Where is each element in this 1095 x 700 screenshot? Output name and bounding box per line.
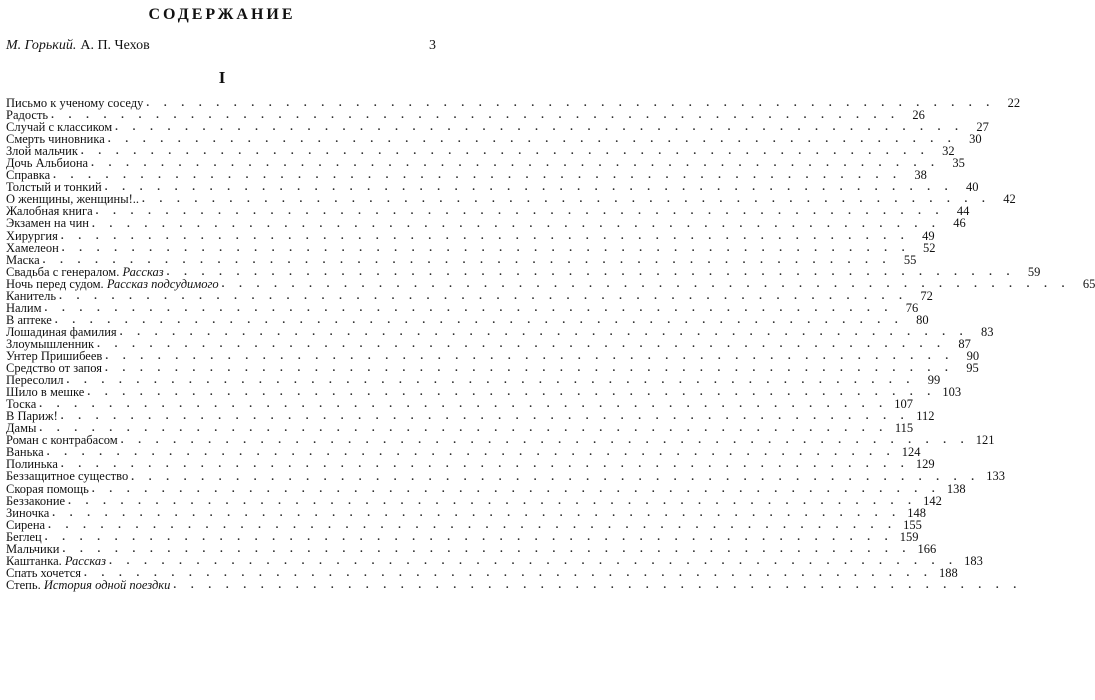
page-title: СОДЕРЖАНИЕ: [148, 6, 296, 23]
dot-leader: . . . . . . . . . . . . . . . . . . . . . . . . . . . . . . . . . . . . . . . . . . . . . . . . .: [104, 362, 954, 375]
toc-entry-title: Беззащитное существо: [6, 469, 129, 484]
dot-leader: . . . . . . . . . . . . . . . . . . . . . . . . . . . . . . . . . . . . . . . . . . . . . . . . .: [107, 133, 957, 146]
toc-entry-page: 76: [905, 300, 919, 315]
dot-leader: . . . . . . . . . . . . . . . . . . . . . . . . . . . . . . . . . . . . . . . . . . . . . . . . .: [95, 205, 945, 218]
toc-entry-subtitle: Рассказ подсудимого: [106, 276, 219, 291]
intro-author: М. Горький.: [6, 38, 77, 53]
toc-entry-page: 83: [980, 324, 994, 339]
toc-entry[interactable]: [6, 493, 942, 508]
toc-entry[interactable]: [6, 433, 995, 448]
dot-leader: . . . . . . . . . . . . . . . . . . . . . . . . . . . . . . . . . . . . . . . . . . . . . . . . .: [60, 410, 910, 423]
toc-entry-title: Радость: [6, 108, 49, 123]
toc-entry-title: Зиночка: [6, 505, 50, 520]
dot-leader: . . . . . . . . . . . . . . . . . . . . . . . . . . . . . . . . . . . . . . . . . . . . . . . . .: [61, 241, 911, 254]
dot-leader: . . . . . . . . . . . . . . . . . . . . . . . . . . . . . . . . . . . . . . . . . . . . . . . . .: [54, 313, 904, 326]
toc-entry-page: 166: [917, 541, 937, 556]
toc-entry-title: Письмо к ученому соседу: [6, 96, 144, 110]
dot-leader: . . . . . . . . . . . . . . . . . . . . . . . . . . . . . . . . . . . . . . . . . . . . . . . . .: [87, 386, 937, 399]
dot-leader: . . . . . . . . . . . . . . . . . . . . . . . . . . . . . . . . . . . . . . . . . . . . . . . . .: [52, 506, 902, 519]
toc-entry-subtitle: История одной поездки: [43, 577, 171, 592]
toc-entry-page: 107: [894, 397, 913, 412]
dot-leader: . . . . . . . . . . . . . . . . . . . . . . . . . . . . . . . . . . . . . . . . . . . . . . . . .: [53, 169, 902, 182]
toc-entry-page: 22: [1007, 96, 1021, 110]
toc-entry-title: В Париж!: [6, 409, 58, 424]
toc-entry-page: 80: [916, 312, 929, 327]
toc-entry-page: 87: [958, 336, 971, 351]
intro-page: 3: [429, 38, 436, 53]
toc-entry-title: Беглец: [6, 529, 42, 544]
toc-entry[interactable]: [6, 577, 1023, 592]
toc-entry[interactable]: [6, 481, 966, 496]
dot-leader: . . . . . . . . . . . . . . . . . . . . . . . . . . . . . . . . . . . . . . . . . . . . . . . . .: [146, 97, 996, 110]
toc-entry-title: Пересолил: [6, 373, 64, 388]
dot-leader: . . . . . . . . . . . . . . . . . . . . . . . . . . . . . . . . . . . . . . . . . . . . . . . . .: [80, 145, 930, 158]
toc-entry-title: Жалобная книга: [6, 204, 93, 219]
toc-entry-page: 183: [964, 553, 983, 568]
toc-entry[interactable]: [6, 361, 979, 376]
dot-leader: . . . . . . . . . . . . . . . . . . . . . . . . . . . . . . . . . . . . . . . . . . . . . . . . .: [66, 374, 916, 387]
dot-leader: . . . . . . . . . . . . . . . . . . . . . . . . . . . . . . . . . . . . . . . . . . . . . . . . .: [39, 422, 889, 435]
dot-leader: . . . . . . . . . . . . . . . . . . . . . . . . . . . . . . . . . . . . . . . . . . . . . . . . .: [91, 482, 941, 495]
dot-leader: . . . . . . . . . . . . . . . . . . . . . . . . . . . . . . . . . . . . . . . . . . . . . . . . .: [109, 554, 958, 567]
dot-leader: . . . . . . . . . . . . . . . . . . . . . . . . . . . . . . . . . . . . . . . . . . . . . . . . .: [166, 265, 1016, 278]
toc-entry-title: Канитель: [6, 288, 57, 303]
toc-entry-page: 112: [916, 409, 935, 424]
toc-entry[interactable]: [6, 96, 1021, 110]
toc-entry-page: 59: [1027, 264, 1041, 279]
toc-entry-title: Хирургия: [6, 228, 58, 243]
toc-entry-title: Лошадиная фамилия: [6, 324, 117, 339]
toc-entry-title: Полинька: [6, 457, 58, 472]
toc-entry[interactable]: [6, 505, 927, 520]
toc-entry[interactable]: [6, 409, 935, 424]
toc-entry-title: Случай с классиком: [6, 120, 113, 135]
dot-leader: . . . . . . . . . . . . . . . . . . . . . . . . . . . . . . . . . . . . . . . . . . . . . . . . .: [39, 398, 888, 411]
dot-leader: . . . . . . . . . . . . . . . . . . . . . . . . . . . . . . . . . . . . . . . . . . . . . . . . .: [221, 277, 1071, 290]
dot-leader: . . . . . . . . . . . . . . . . . . . . . . . . . . . . . . . . . . . . . . . . . . . . . . . . .: [84, 566, 933, 579]
toc-entry[interactable]: [6, 445, 921, 460]
toc-entry-page: 49: [922, 228, 935, 243]
toc-entry-page: 142: [923, 493, 942, 508]
dot-leader: . . . . . . . . . . . . . . . . . . . . . . . . . . . . . . . . . . . . . . . . . . . . . . . . .: [91, 157, 940, 170]
dot-leader: . . . . . . . . . . . . . . . . . . . . . . . . . . . . . . . . . . . . . . . . . . . . . . . . .: [62, 542, 912, 555]
toc-entry[interactable]: [6, 300, 919, 315]
toc-entry-page: 103: [942, 385, 962, 400]
dot-leader: . . . . . . . . . . . . . . . . . . . . . . . . . . . . . . . . . . . . . . . . . . . . . . . . .: [68, 494, 917, 507]
toc-entry-page: 129: [915, 457, 935, 472]
toc-entry-title: Маска: [6, 252, 40, 267]
dot-leader: . . . . . . . . . . . . . . . . . . . . . . . . . . . . . . . . . . . . . . . . . . . . . . . . .: [60, 458, 910, 471]
toc-entry-title: В аптеке: [6, 312, 52, 327]
toc-entry-page: 188: [939, 565, 958, 580]
toc-entry-title: Роман с контрабасом: [6, 433, 118, 448]
toc-entry-title: Злоумышленник: [6, 336, 95, 351]
toc-entry-title: Справка: [6, 168, 51, 183]
toc-entry[interactable]: [6, 156, 965, 171]
toc-entry-title: Мальчики: [6, 541, 60, 556]
dot-leader: . . . . . . . . . . . . . . . . . . . . . . . . . . . . . . . . . . . . . . . . . . . . . . . . .: [46, 446, 896, 459]
toc-entry-page: 124: [901, 445, 921, 460]
dot-leader: . . . . . . . . . . . . . . . . . . . . . . . . . . . . . . . . . . . . . . . . . . . . . . . . .: [115, 121, 964, 134]
toc-list: [6, 96, 1095, 592]
toc-entry[interactable]: [6, 385, 962, 400]
dot-leader: . . . . . . . . . . . . . . . . . . . . . . . . . . . . . . . . . . . . . . . . . . . . . . . . .: [97, 337, 946, 350]
dot-leader: . . . . . . . . . . . . . . . . . . . . . . . . . . . . . . . . . . . . . . . . . . . . . . . . .: [131, 470, 980, 483]
dot-leader: . . . . . . . . . . . . . . . . . . . . . . . . . . . . . . . . . . . . . . . . . . . . . . . . .: [44, 301, 894, 314]
toc-entry[interactable]: [6, 397, 913, 412]
toc-entry-page: 121: [975, 433, 995, 448]
toc-entry[interactable]: [6, 517, 922, 532]
toc-entry-title: Хамелеон: [6, 240, 59, 255]
toc-entry-page: 155: [903, 517, 922, 532]
toc-entry-title: Унтер Пришибеев: [6, 348, 103, 363]
toc-entry-page: 42: [1003, 192, 1016, 207]
toc-entry-page: 138: [946, 481, 966, 496]
toc-entry-page: 40: [966, 180, 979, 195]
dot-leader: . . . . . . . . . . . . . . . . . . . . . . . . . . . . . . . . . . . . . . . . . . . . . . . . .: [105, 350, 955, 363]
dot-leader: . . . . . . . . . . . . . . . . . . . . . . . . . . . . . . . . . . . . . . . . . . . . . . . . .: [119, 325, 969, 338]
toc-entry-page: 148: [907, 505, 927, 520]
toc-entry-title: Тоска: [6, 397, 37, 412]
dot-leader: . . . . . . . . . . . . . . . . . . . . . . . . . . . . . . . . . . . . . . . . . . . . . . . . .: [51, 109, 900, 122]
toc-entry-title: Экзамен на чин: [6, 216, 89, 231]
toc-entry-title: Каштанка. Рассказ: [6, 553, 107, 568]
toc-entry-page: 159: [899, 529, 919, 544]
toc-entry-title: Беззаконие: [6, 493, 66, 508]
toc-entry-title: Ванька: [6, 445, 44, 460]
toc-entry[interactable]: [6, 276, 1095, 291]
toc-entry-title: Шило в мешке: [6, 385, 85, 400]
toc-entry[interactable]: [6, 216, 966, 231]
toc-entry-page: 72: [920, 288, 933, 303]
toc-entry[interactable]: [6, 228, 935, 243]
toc-entry[interactable]: [6, 288, 933, 303]
toc-entry-page: 27: [976, 120, 989, 135]
toc-entry-page: 46: [953, 216, 966, 231]
toc-entry-page: 35: [952, 156, 965, 171]
section-heading: I: [218, 68, 226, 87]
toc-entry[interactable]: [6, 240, 936, 255]
dot-leader: . . . . . . . . . . . . . . . . . . . . . . . . . . . . . . . . . . . . . . . . . . . . . . . . .: [59, 289, 908, 302]
toc-entry-page: 55: [903, 252, 917, 267]
toc-entry-title: Сирена: [6, 517, 46, 532]
dot-leader: . . . . . . . . . . . . . . . . . . . . . . . . . . . . . . . . . . . . . . . . . . . . . . . . .: [42, 253, 892, 266]
toc-entry-page: 30: [969, 132, 982, 147]
toc-entry-page: 52: [923, 240, 936, 255]
toc-entry-title: Ночь перед судом. Рассказ подсудимого: [6, 276, 219, 291]
intro-entry[interactable]: [6, 36, 438, 56]
toc-entry-title: Смерть чиновника: [6, 132, 105, 147]
toc-entry-title: Злой мальчик: [6, 144, 78, 159]
toc-entry-title: Средство от запоя: [6, 361, 102, 376]
dot-leader: . . . . . . . . . . . . . . . . . . . . . . . . . . . . . . . . . . . . . . . . . . . . . . . . .: [173, 578, 1023, 591]
toc-entry-title: Степь. История одной поездки: [6, 577, 171, 592]
toc-entry-title: Толстый и тонкий: [6, 180, 102, 195]
toc-entry-page: 38: [914, 168, 927, 183]
toc-entry-title: Налим: [6, 300, 42, 315]
toc-entry[interactable]: [6, 529, 919, 544]
toc-entry-page: 65: [1082, 276, 1095, 291]
toc-entry-title: Дочь Альбиона: [6, 156, 89, 171]
toc-entry-page: 133: [986, 469, 1005, 484]
toc-entry-subtitle: Рассказ: [64, 553, 107, 568]
toc-entry-page: 90: [966, 348, 980, 363]
dot-leader: . . . . . . . . . . . . . . . . . . . . . . . . . . . . . . . . . . . . . . . . . . . . . . . . .: [44, 530, 894, 543]
toc-entry-title: О женщины, женщины!..: [6, 192, 140, 207]
toc-entry-page: 99: [927, 373, 941, 388]
toc-entry-page: 44: [956, 204, 970, 219]
toc-entry-page: 26: [912, 108, 925, 123]
dot-leader: . . . . . . . . . . . . . . . . . . . . . . . . . . . . . . . . . . . . . . . . . . . . . . . . .: [91, 217, 941, 230]
intro-title: А. П. Чехов: [80, 38, 150, 53]
toc-entry-title: Дамы: [6, 421, 37, 436]
toc-entry-page: 95: [966, 361, 979, 376]
dot-leader: . . . . . . . . . . . . . . . . . . . . . . . . . . . . . . . . . . . . . . . . . . . . . . . . .: [142, 193, 991, 206]
toc-entry-title: Скорая помощь: [6, 481, 89, 496]
toc-entry-subtitle: Рассказ: [122, 264, 164, 279]
dot-leader: . . . . . . . . . . . . . . . . . . . . . . . . . . . . . . . . . . . . . . . . . . . . . . . . .: [120, 434, 970, 447]
dot-leader: . . . . . . . . . . . . . . . . . . . . . . . . . . . . . . . . . . . . . . . . . . . . . . . . .: [60, 229, 910, 242]
dot-leader: . . . . . . . . . . . . . . . . . . . . . . . . . . . . . . . . . . . . . . . . . . . . . . . . .: [104, 181, 954, 194]
toc-entry-page: 115: [894, 421, 914, 436]
toc-entry-title: Спать хочется: [6, 565, 81, 580]
dot-leader: . . . . . . . . . . . . . . . . . . . . . . . . . . . . . . . . . . . . . . . . . . . . . . . . .: [48, 518, 897, 531]
toc-entry-page: 32: [942, 144, 955, 159]
toc-entry-title: Свадьба с генералом. Рассказ: [6, 264, 164, 279]
